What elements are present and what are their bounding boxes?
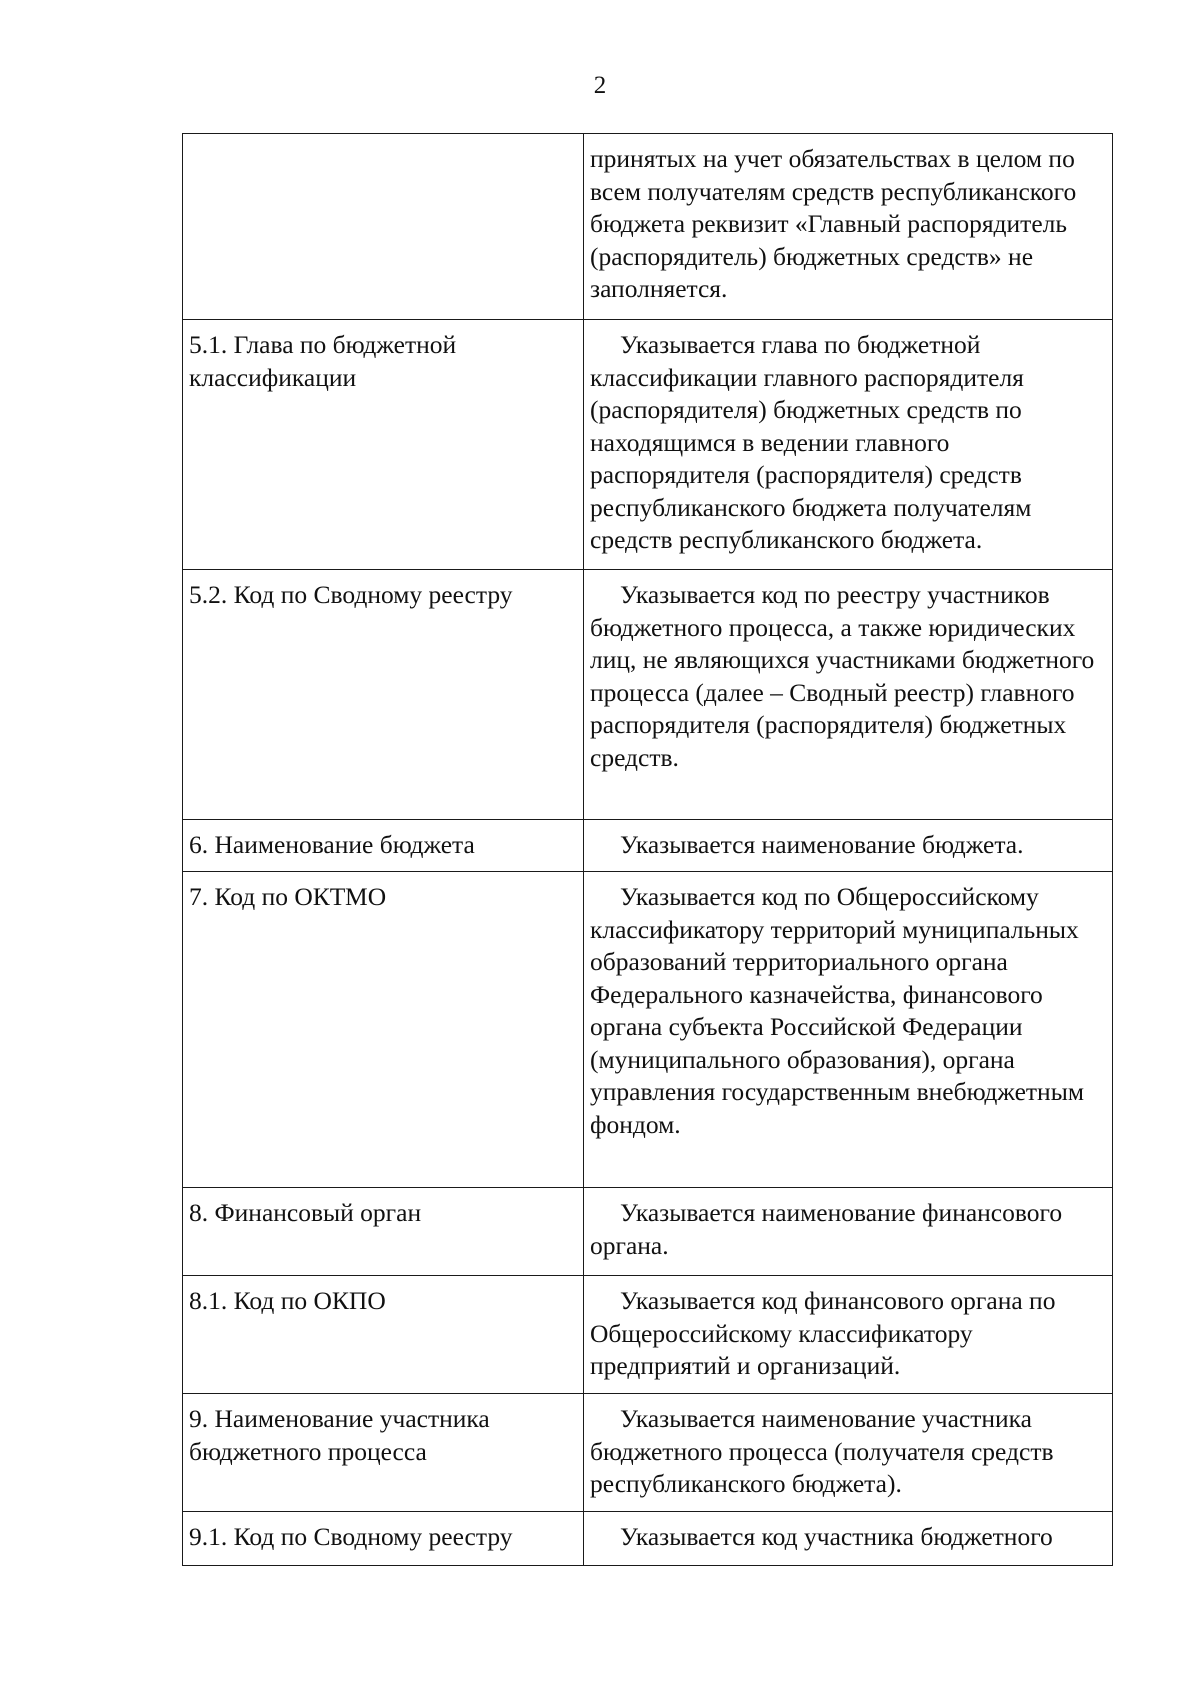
requisite-label: 5.2. Код по Сводному реестру (183, 570, 584, 820)
requisite-description (584, 320, 1113, 570)
description-text: Указывается наименование бюджета. (620, 830, 1024, 859)
requisite-description (584, 1394, 1113, 1512)
requisite-description (584, 1188, 1113, 1276)
description-text: Указывается наименование участника бюджетного процесса (получателя средств республиканского бюджета). (590, 1404, 1054, 1498)
table-row (183, 1512, 1113, 1566)
table-row (183, 1394, 1113, 1512)
description-text: Указывается код участника бюджетного (620, 1522, 1053, 1551)
description-text: Указывается код по реестру участников бюджетного процесса, а также юридических лиц, не являющихся участниками бюджетного процесса (далее – Сводный реестр) главного распорядителя (распорядителя) бюджетных средств. (590, 580, 1095, 772)
requisite-description (584, 570, 1113, 820)
requisite-label: 9.1. Код по Сводному реестру (183, 1512, 584, 1566)
requisite-label: 8. Финансовый орган (183, 1188, 584, 1276)
table-row (183, 570, 1113, 820)
description-text: Указывается код по Общероссийскому классификатору территорий муниципальных образований территориального органа Федерального казначейства, финансового органа субъекта Российской Федерации (муниципального образования), органа управления государственным внебюджетным фондом. (590, 882, 1084, 1139)
requisite-description (584, 1512, 1113, 1566)
description-text: Указывается глава по бюджетной классификации главного распорядителя (распорядителя) бюджетных средств по находящимся в ведении главного распорядителя (распорядителя) средств республиканского бюджета получателям средств республиканского бюджета. (590, 330, 1032, 554)
page-number: 2 (593, 72, 607, 99)
table-row (183, 320, 1113, 570)
description-text: принятых на учет обязательствах в целом по всем получателям средств республиканского бюджета реквизит «Главный распорядитель (распорядитель) бюджетных средств» не заполняется. (590, 144, 1077, 303)
requisite-description (584, 1276, 1113, 1394)
table-row (183, 1276, 1113, 1394)
requisite-label: 5.1. Глава по бюджетной классификации (183, 320, 584, 570)
requisite-description (584, 820, 1113, 872)
requisites-table (182, 133, 1113, 1566)
description-text: Указывается код финансового органа по Общероссийскому классификатору предприятий и организаций. (590, 1286, 1056, 1380)
requisite-description (584, 134, 1113, 320)
requisite-label: 6. Наименование бюджета (183, 820, 584, 872)
requisite-label (183, 134, 584, 320)
requisite-label: 7. Код по ОКТМО (183, 872, 584, 1188)
requisite-label: 8.1. Код по ОКПО (183, 1276, 584, 1394)
table-row (183, 820, 1113, 872)
table-row (183, 872, 1113, 1188)
table-row (183, 134, 1113, 320)
requisite-description (584, 872, 1113, 1188)
description-text: Указывается наименование финансового органа. (590, 1198, 1063, 1260)
requisite-label: 9. Наименование участника бюджетного процесса (183, 1394, 584, 1512)
table-row (183, 1188, 1113, 1276)
